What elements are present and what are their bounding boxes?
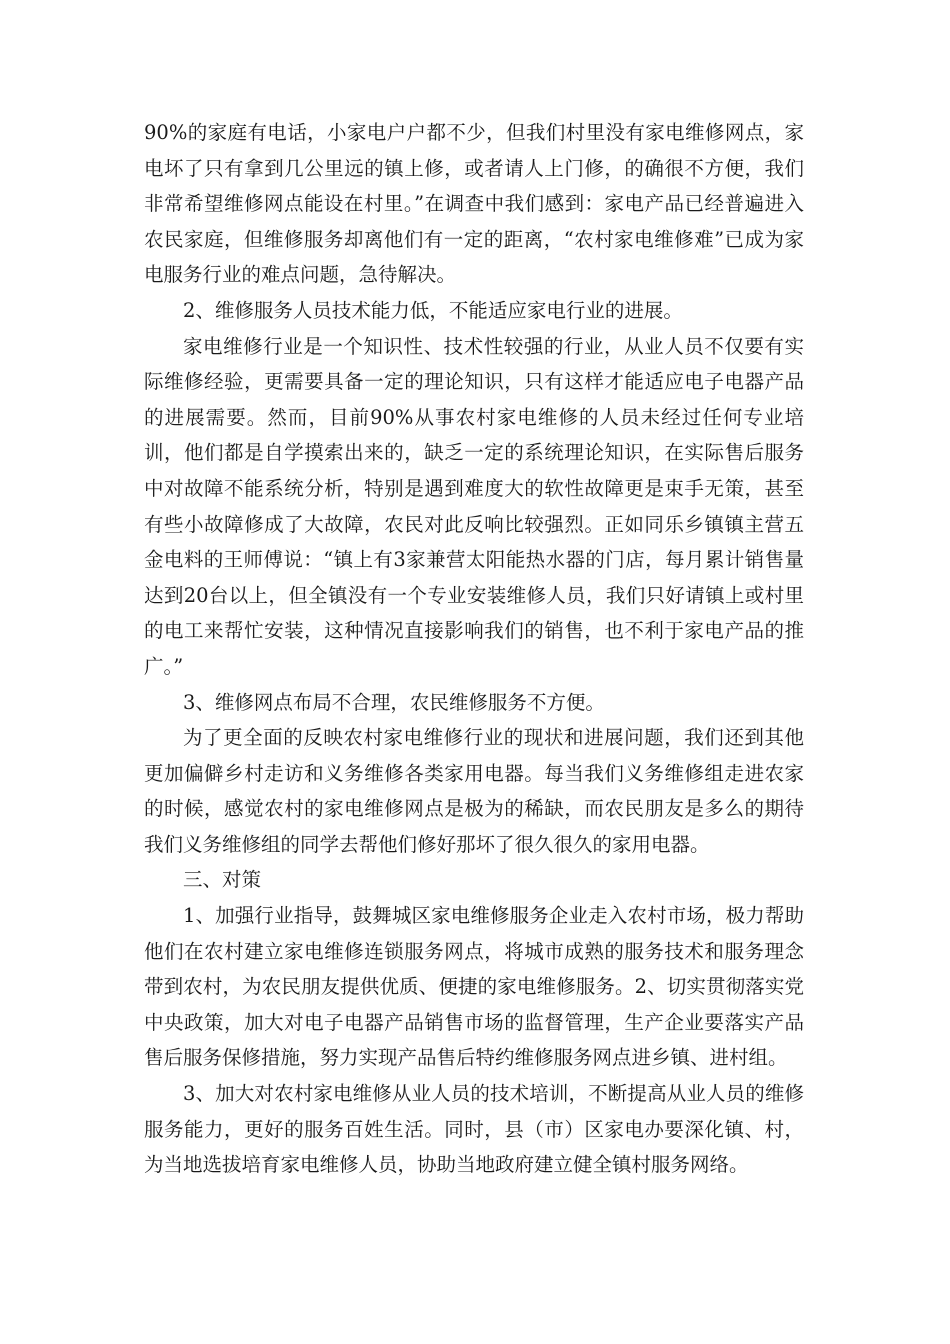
paragraph-countermeasure-3: 3、加大对农村家电维修从业人员的技术培训，不断提高从业人员的维修服务能力，更好的服务百姓生活。同时，县（市）区家电办要深化镇、村，为当地选拔培育家电维修人员，协助当地政府建立健全镇村服务网络。 [144, 1082, 804, 1177]
paragraph-continuation: 90%的家庭有电话，小家电户户都不少，但我们村里没有家电维修网点，家电坏了只有拿到几公里远的镇上修，或者请人上门修，的确很不方便，我们非常希望维修网点能设在村里。”在调查中我们感到：家电产品已经普遍进入农民家庭，但维修服务却离他们有一定的距离，“农村家电维修难”已成为家电服务行业的难点问题，急待解决。 [144, 121, 804, 287]
paragraph-countermeasure-1-2: 1、加强行业指导，鼓舞城区家电维修服务企业走入农村市场，极力帮助他们在农村建立家电维修连锁服务网点，将城市成熟的服务技术和服务理念带到农村，为农民朋友提供优质、便捷的家电维修服务。2、切实贯彻落实党中央政策，加大对电子电器产品销售市场的监督管理，生产企业要落实产品售后服务保修措施，努力实现产品售后特约维修服务网点进乡镇、进村组。 [144, 904, 804, 1070]
subheading-technical-ability: 2、维修服务人员技术能力低，不能适应家电行业的进展。 [183, 298, 683, 322]
document-body [144, 115, 804, 1183]
section-heading-countermeasures: 三、对策 [183, 868, 262, 892]
paragraph-network-layout: 为了更全面的反映农村家电维修行业的现状和进展问题，我们还到其他更加偏僻乡村走访和义务维修各类家用电器。每当我们义务维修组走进农家的时候，感觉农村的家电维修网点是极为的稀缺，而农民朋友是多么的期待我们义务维修组的同学去帮他们修好那坏了很久很久的家用电器。 [144, 726, 804, 856]
subheading-network-layout: 3、维修网点布局不合理，农民维修服务不方便。 [183, 690, 605, 714]
paragraph-technical-ability: 家电维修行业是一个知识性、技术性较强的行业，从业人员不仅要有实际维修经验，更需要具备一定的理论知识，只有这样才能适应电子电器产品的进展需要。然而，目前90%从事农村家电维修的人员未经过任何专业培训，他们都是自学摸索出来的，缺乏一定的系统理论知识，在实际售后服务中对故障不能系统分析，特别是遇到难度大的软性故障更是束手无策，甚至有些小故障修成了大故障，农民对此反响比较强烈。正如同乐乡镇镇主营五金电料的王师傅说：“镇上有3家兼营太阳能热水器的门店，每月累计销售量达到20台以上，但全镇没有一个专业安装维修人员，我们只好请镇上或村里的电工来帮忙安装，这种情况直接影响我们的销售，也不利于家电产品的推广。” [144, 334, 804, 678]
